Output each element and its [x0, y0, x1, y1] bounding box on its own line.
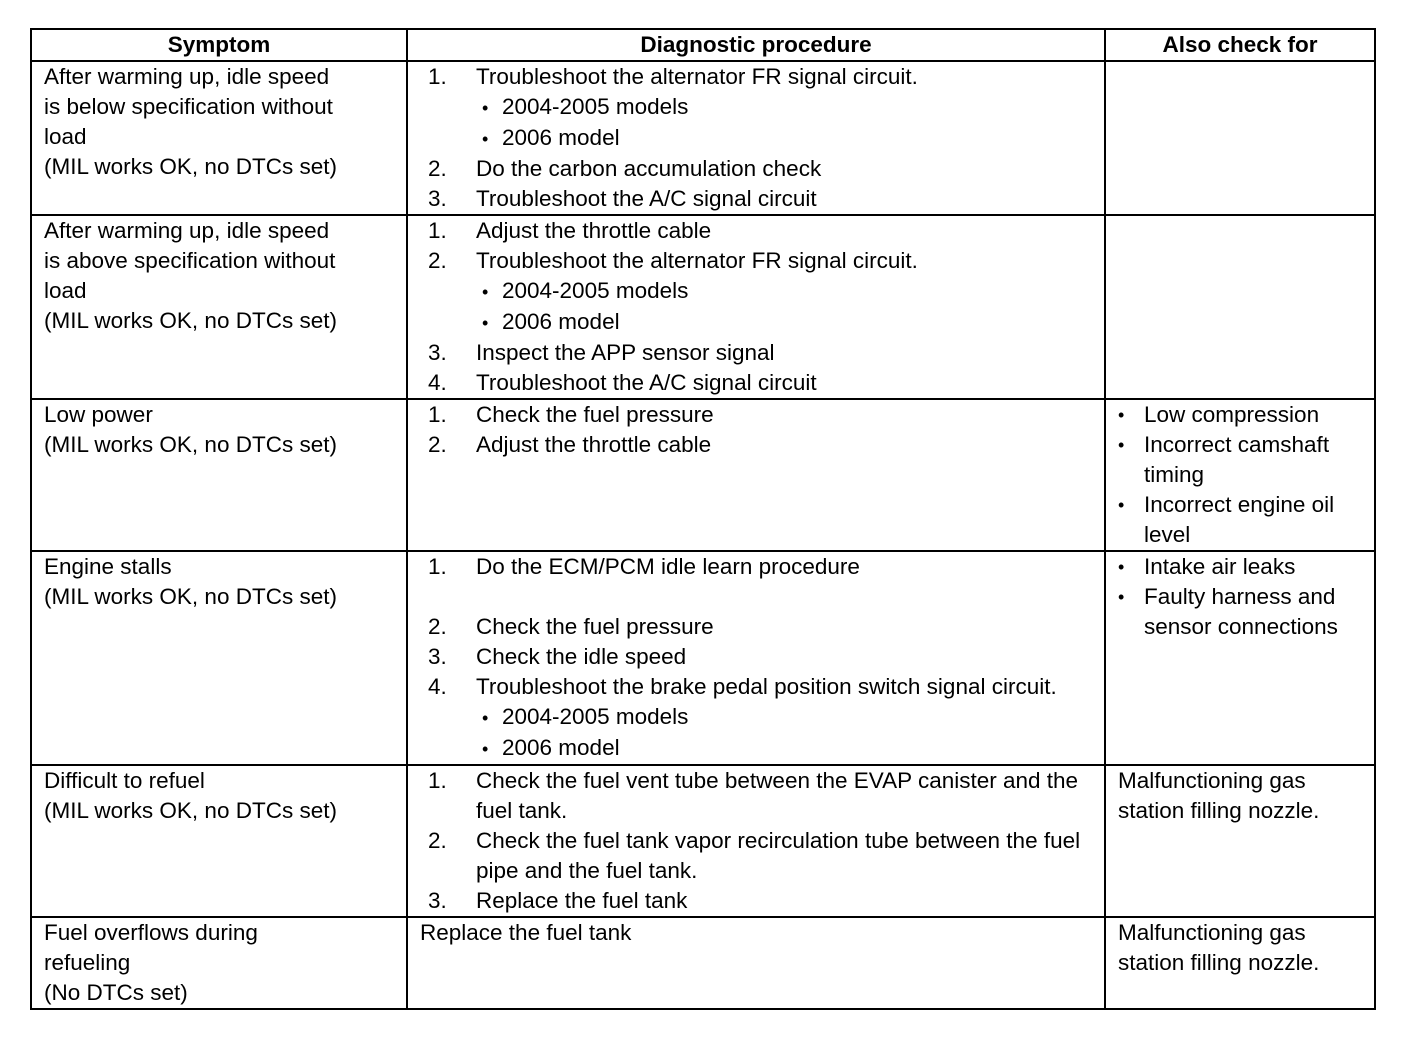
also-check-item — [1118, 582, 1366, 642]
procedure-step — [420, 184, 1096, 214]
step-sublist — [420, 276, 1096, 338]
sub-item: • 2004-2005 models — [482, 92, 1096, 123]
also-check-list — [1118, 400, 1366, 550]
header-diagnostic-procedure: Diagnostic procedure — [407, 29, 1105, 61]
procedure-step — [420, 216, 1096, 246]
step-text: Check the idle speed — [476, 644, 687, 669]
symptom-text: Low power — [44, 402, 153, 427]
also-check-text: Faulty harness and sensor connections — [1144, 584, 1338, 639]
step-text: Adjust the throttle cable — [476, 218, 712, 243]
table-row — [31, 917, 1375, 1009]
symptom-cell — [31, 917, 407, 1009]
step-number: 2. — [428, 156, 447, 181]
bullet-icon: • — [1118, 587, 1125, 607]
step-number: 4. — [428, 370, 447, 395]
also-check-text: Malfunctioning gas station filling nozzle. — [1118, 920, 1320, 975]
step-sublist-wrap — [420, 702, 1096, 764]
step-sublist — [420, 92, 1096, 154]
step-number: 2. — [428, 828, 447, 853]
also-check-item — [1118, 400, 1366, 430]
sub-item: • 2006 model — [482, 123, 1096, 154]
procedure-cell — [407, 399, 1105, 551]
step-number: 3. — [428, 888, 447, 913]
table-body — [31, 61, 1375, 1009]
symptom-text: refueling — [44, 950, 131, 975]
also-check-cell — [1105, 399, 1375, 551]
procedure-steps — [420, 400, 1096, 460]
step-number: 1. — [428, 554, 447, 579]
also-check-text: Intake air leaks — [1144, 554, 1296, 579]
step-number: 1. — [428, 402, 447, 427]
procedure-cell — [407, 215, 1105, 399]
procedure-step — [420, 338, 1096, 368]
also-check-text: Incorrect engine oil level — [1144, 492, 1335, 547]
procedure-step — [420, 552, 1096, 582]
also-check-text: Incorrect camshaft timing — [1144, 432, 1330, 487]
step-text: Troubleshoot the alternator FR signal circuit. — [476, 64, 918, 89]
also-check-item — [1118, 490, 1366, 550]
symptom-text: After warming up, idle speed — [44, 218, 330, 243]
symptom-text: Engine stalls — [44, 554, 172, 579]
also-check-cell — [1105, 215, 1375, 399]
procedure-step — [420, 766, 1096, 826]
symptom-text: load — [44, 124, 87, 149]
step-number: 4. — [428, 674, 447, 699]
symptom-text: (MIL works OK, no DTCs set) — [44, 798, 337, 823]
step-number: 2. — [428, 614, 447, 639]
symptom-text: Fuel overflows during — [44, 920, 258, 945]
step-sublist — [420, 702, 1096, 764]
step-number: 1. — [428, 768, 447, 793]
table-row — [31, 765, 1375, 917]
procedure-cell — [407, 765, 1105, 917]
step-text: Check the fuel tank vapor recirculation tube between the fuel pipe and the fuel tank. — [476, 828, 1081, 883]
procedure-text: Replace the fuel tank — [420, 920, 632, 945]
step-number: 2. — [428, 432, 447, 457]
symptom-cell — [31, 215, 407, 399]
step-number: 2. — [428, 248, 447, 273]
also-check-cell — [1105, 61, 1375, 215]
procedure-steps — [420, 62, 1096, 214]
symptom-text: After warming up, idle speed — [44, 64, 330, 89]
symptom-cell — [31, 61, 407, 215]
step-text: Troubleshoot the A/C signal circuit — [476, 370, 817, 395]
procedure-cell — [407, 551, 1105, 765]
symptom-text: (MIL works OK, no DTCs set) — [44, 154, 337, 179]
bullet-icon: • — [1118, 435, 1125, 455]
also-check-text: Malfunctioning gas station filling nozzle. — [1118, 768, 1320, 823]
symptom-cell — [31, 399, 407, 551]
step-number: 1. — [428, 64, 447, 89]
header-symptom: Symptom — [31, 29, 407, 61]
also-check-text: Low compression — [1144, 402, 1320, 427]
bullet-icon: • — [1118, 495, 1125, 515]
table-row — [31, 551, 1375, 765]
step-text: Troubleshoot the brake pedal position switch signal circuit. — [476, 674, 1057, 699]
step-text: Check the fuel pressure — [476, 614, 714, 639]
also-check-item — [1118, 552, 1366, 582]
step-number: 3. — [428, 186, 447, 211]
sub-item: • 2006 model — [482, 733, 1096, 764]
sub-item: • 2004-2005 models — [482, 702, 1096, 733]
also-check-cell — [1105, 551, 1375, 765]
step-number: 1. — [428, 218, 447, 243]
procedure-cell — [407, 917, 1105, 1009]
step-number: 3. — [428, 644, 447, 669]
table-row — [31, 61, 1375, 215]
step-text: Troubleshoot the A/C signal circuit — [476, 186, 817, 211]
step-number: 3. — [428, 340, 447, 365]
procedure-steps — [420, 216, 1096, 398]
procedure-step — [420, 672, 1096, 702]
sub-item: • 2004-2005 models — [482, 276, 1096, 307]
step-text: Troubleshoot the alternator FR signal circuit. — [476, 248, 918, 273]
step-sublist-wrap — [420, 276, 1096, 338]
step-text: Inspect the APP sensor signal — [476, 340, 775, 365]
table-row — [31, 215, 1375, 399]
also-check-item — [1118, 430, 1366, 490]
symptom-text: is below specification without — [44, 94, 333, 119]
symptom-text: (MIL works OK, no DTCs set) — [44, 584, 337, 609]
step-sublist-wrap — [420, 92, 1096, 154]
procedure-steps — [420, 766, 1096, 916]
bullet-icon: • — [1118, 405, 1125, 425]
procedure-step — [420, 430, 1096, 460]
procedure-step — [420, 62, 1096, 92]
symptom-text: (No DTCs set) — [44, 980, 188, 1005]
bullet-icon: • — [1118, 557, 1125, 577]
table-row — [31, 399, 1375, 551]
sub-item: • 2006 model — [482, 307, 1096, 338]
step-text: Do the ECM/PCM idle learn procedure — [476, 554, 860, 579]
step-text: Check the fuel vent tube between the EVAP canister and the fuel tank. — [476, 768, 1079, 823]
symptom-cell — [31, 551, 407, 765]
symptom-text: is above specification without — [44, 248, 336, 273]
procedure-step — [420, 886, 1096, 916]
procedure-step — [420, 368, 1096, 398]
symptom-text: Difficult to refuel — [44, 768, 205, 793]
procedure-step — [420, 612, 1096, 642]
also-check-cell — [1105, 917, 1375, 1009]
procedure-step — [420, 642, 1096, 672]
header-also-check-for: Also check for — [1105, 29, 1375, 61]
procedure-step — [420, 154, 1096, 184]
also-check-cell — [1105, 765, 1375, 917]
procedure-steps — [420, 552, 1096, 764]
procedure-step — [420, 246, 1096, 276]
step-text: Check the fuel pressure — [476, 402, 714, 427]
symptom-text: load — [44, 278, 87, 303]
procedure-step — [420, 826, 1096, 886]
symptom-text: (MIL works OK, no DTCs set) — [44, 308, 337, 333]
step-gap — [420, 582, 1096, 612]
step-text: Do the carbon accumulation check — [476, 156, 822, 181]
step-text: Replace the fuel tank — [476, 888, 688, 913]
procedure-step — [420, 400, 1096, 430]
step-text: Adjust the throttle cable — [476, 432, 712, 457]
also-check-list — [1118, 552, 1366, 642]
header-row — [31, 29, 1375, 61]
diagnostic-table — [30, 28, 1376, 1010]
symptom-cell — [31, 765, 407, 917]
procedure-cell — [407, 61, 1105, 215]
symptom-text: (MIL works OK, no DTCs set) — [44, 432, 337, 457]
